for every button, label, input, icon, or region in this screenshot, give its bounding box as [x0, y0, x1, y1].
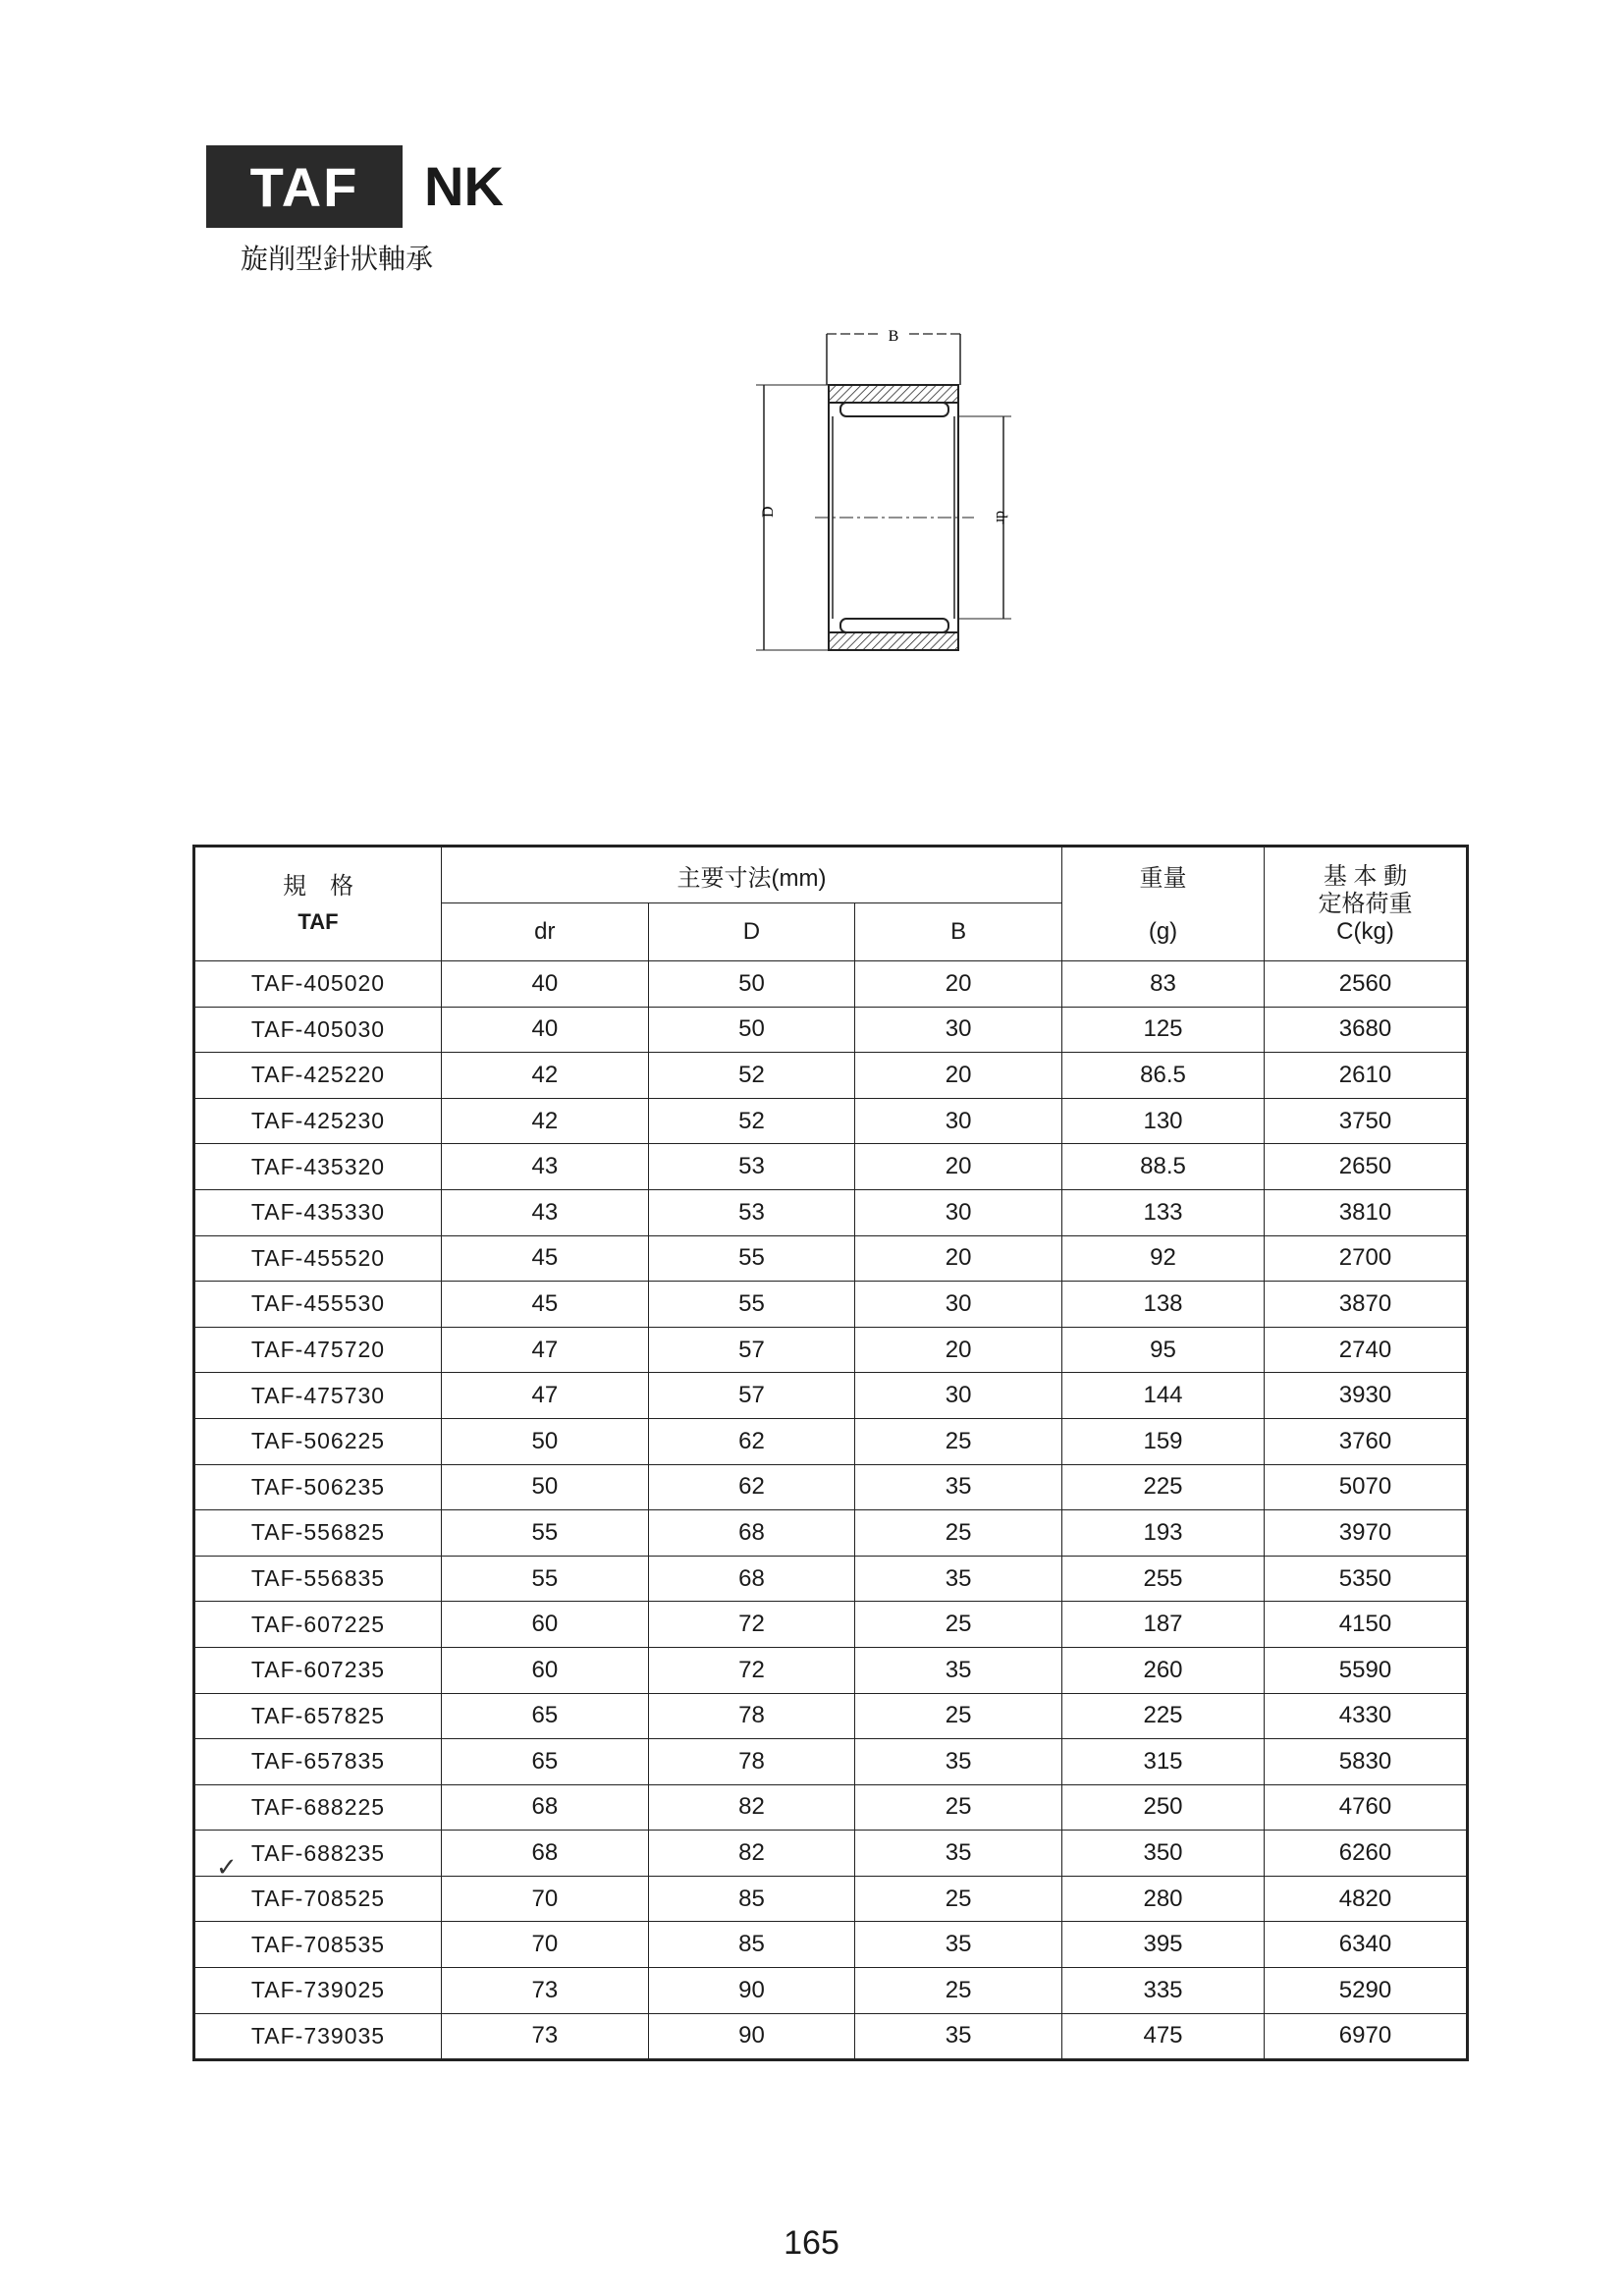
cell-load: 5830	[1265, 1739, 1468, 1785]
cell-weight: 159	[1062, 1418, 1265, 1464]
cell-D: 50	[648, 961, 855, 1008]
cell-dr: 45	[442, 1282, 649, 1328]
cell-dr: 40	[442, 1007, 649, 1053]
header-load-line1: 基 本 動	[1323, 862, 1408, 890]
cell-weight: 250	[1062, 1784, 1265, 1831]
cell-D: 78	[648, 1693, 855, 1739]
cell-D: 72	[648, 1602, 855, 1648]
cell-B: 35	[855, 1831, 1062, 1877]
cell-weight: 138	[1062, 1282, 1265, 1328]
cell-D: 62	[648, 1464, 855, 1510]
cell-load: 6970	[1265, 2013, 1468, 2060]
cell-load: 3760	[1265, 1418, 1468, 1464]
cell-weight: 395	[1062, 1922, 1265, 1968]
cell-dr: 60	[442, 1602, 649, 1648]
cell-model: TAF-556825	[194, 1510, 442, 1557]
cell-B: 25	[855, 1876, 1062, 1922]
table-row	[194, 1831, 1468, 1877]
cell-load: 5590	[1265, 1647, 1468, 1693]
cell-dr: 70	[442, 1922, 649, 1968]
cell-dr: 55	[442, 1556, 649, 1602]
label-D: D	[760, 506, 777, 518]
table-row	[194, 1784, 1468, 1831]
cell-load: 5350	[1265, 1556, 1468, 1602]
cell-load: 4760	[1265, 1784, 1468, 1831]
specification-table	[192, 845, 1469, 2061]
cell-model: TAF-475730	[194, 1373, 442, 1419]
cell-weight: 133	[1062, 1189, 1265, 1235]
cell-D: 57	[648, 1373, 855, 1419]
label-dr: dr	[993, 511, 1009, 524]
cell-load: 2560	[1265, 961, 1468, 1008]
table-row	[194, 1189, 1468, 1235]
cell-dr: 47	[442, 1327, 649, 1373]
table-row	[194, 961, 1468, 1008]
table-row	[194, 1235, 1468, 1282]
cell-B: 30	[855, 1098, 1062, 1144]
cell-load: 3930	[1265, 1373, 1468, 1419]
table-row	[194, 1327, 1468, 1373]
header-B: B	[855, 903, 1062, 961]
cell-D: 57	[648, 1327, 855, 1373]
cell-model: TAF-708525	[194, 1876, 442, 1922]
cell-model: TAF-556835	[194, 1556, 442, 1602]
cell-dr: 50	[442, 1418, 649, 1464]
cell-weight: 350	[1062, 1831, 1265, 1877]
cell-weight: 83	[1062, 961, 1265, 1008]
cell-weight: 86.5	[1062, 1053, 1265, 1099]
cell-dr: 42	[442, 1053, 649, 1099]
table-row	[194, 1282, 1468, 1328]
table-row	[194, 1647, 1468, 1693]
cell-dr: 43	[442, 1144, 649, 1190]
cell-model: TAF-425220	[194, 1053, 442, 1099]
cell-load: 6340	[1265, 1922, 1468, 1968]
cell-D: 55	[648, 1282, 855, 1328]
cell-B: 35	[855, 1647, 1062, 1693]
cell-B: 20	[855, 961, 1062, 1008]
header-D: D	[648, 903, 855, 961]
cell-model: TAF-607235	[194, 1647, 442, 1693]
cell-load: 3810	[1265, 1189, 1468, 1235]
table-row	[194, 1602, 1468, 1648]
brand-badge: TAF	[206, 145, 403, 228]
cell-D: 90	[648, 2013, 855, 2060]
cell-D: 52	[648, 1053, 855, 1099]
header-weight: 重量	[1062, 847, 1265, 903]
cell-weight: 335	[1062, 1968, 1265, 2014]
table-body	[194, 961, 1468, 2060]
cell-weight: 187	[1062, 1602, 1265, 1648]
header-dimensions: 主要寸法(mm)	[442, 847, 1062, 903]
header-weight-unit: (g)	[1062, 903, 1265, 961]
table-row	[194, 1556, 1468, 1602]
cell-D: 68	[648, 1556, 855, 1602]
cell-D: 68	[648, 1510, 855, 1557]
subtitle: 旋削型針狀軸承	[241, 243, 434, 275]
page-number: 165	[784, 2224, 839, 2262]
cell-B: 30	[855, 1189, 1062, 1235]
cell-D: 52	[648, 1098, 855, 1144]
check-mark: ✓	[216, 1853, 238, 1883]
cell-dr: 73	[442, 1968, 649, 2014]
cell-model: TAF-688235	[194, 1831, 442, 1877]
cell-model: TAF-455520	[194, 1235, 442, 1282]
cell-weight: 88.5	[1062, 1144, 1265, 1190]
cell-model: TAF-657835	[194, 1739, 442, 1785]
header-load-line3: C(kg)	[1336, 917, 1394, 945]
header-load-line2: 定格荷重	[1318, 890, 1413, 917]
cell-model: TAF-405020	[194, 961, 442, 1008]
cell-load: 3970	[1265, 1510, 1468, 1557]
cell-load: 5070	[1265, 1464, 1468, 1510]
cell-B: 35	[855, 1464, 1062, 1510]
cell-D: 53	[648, 1189, 855, 1235]
cell-weight: 260	[1062, 1647, 1265, 1693]
cell-model: TAF-475720	[194, 1327, 442, 1373]
cell-D: 85	[648, 1876, 855, 1922]
cell-model: TAF-506225	[194, 1418, 442, 1464]
cell-dr: 50	[442, 1464, 649, 1510]
cell-B: 35	[855, 1556, 1062, 1602]
cell-B: 25	[855, 1693, 1062, 1739]
cell-weight: 280	[1062, 1876, 1265, 1922]
cell-load: 4150	[1265, 1602, 1468, 1648]
cell-model: TAF-739025	[194, 1968, 442, 2014]
cell-B: 30	[855, 1007, 1062, 1053]
cell-dr: 40	[442, 961, 649, 1008]
cell-B: 25	[855, 1784, 1062, 1831]
cell-model: TAF-425230	[194, 1098, 442, 1144]
cell-D: 78	[648, 1739, 855, 1785]
cell-model: TAF-506235	[194, 1464, 442, 1510]
cell-B: 35	[855, 2013, 1062, 2060]
cell-load: 2610	[1265, 1053, 1468, 1099]
cell-dr: 55	[442, 1510, 649, 1557]
cell-B: 20	[855, 1235, 1062, 1282]
header-model	[194, 847, 442, 961]
cell-model: TAF-607225	[194, 1602, 442, 1648]
bearing-cross-section-diagram	[746, 316, 1041, 670]
cell-B: 20	[855, 1144, 1062, 1190]
cell-model: TAF-455530	[194, 1282, 442, 1328]
cell-weight: 144	[1062, 1373, 1265, 1419]
cell-model: TAF-688225	[194, 1784, 442, 1831]
cell-D: 85	[648, 1922, 855, 1968]
cell-D: 53	[648, 1144, 855, 1190]
header-model-sub: TAF	[298, 908, 339, 934]
cell-weight: 125	[1062, 1007, 1265, 1053]
table-row	[194, 1144, 1468, 1190]
cell-weight: 92	[1062, 1235, 1265, 1282]
cell-model: TAF-708535	[194, 1922, 442, 1968]
cell-weight: 95	[1062, 1327, 1265, 1373]
cell-model: TAF-435320	[194, 1144, 442, 1190]
cell-load: 2700	[1265, 1235, 1468, 1282]
cell-model: TAF-657825	[194, 1693, 442, 1739]
cell-load: 2650	[1265, 1144, 1468, 1190]
table-row	[194, 1922, 1468, 1968]
cell-D: 50	[648, 1007, 855, 1053]
cell-dr: 43	[442, 1189, 649, 1235]
table-row	[194, 1968, 1468, 2014]
cell-weight: 130	[1062, 1098, 1265, 1144]
cell-load: 3680	[1265, 1007, 1468, 1053]
cell-model: TAF-739035	[194, 2013, 442, 2060]
cell-B: 35	[855, 1739, 1062, 1785]
cell-dr: 65	[442, 1739, 649, 1785]
header-model-label: 規 格	[283, 872, 353, 900]
table-row	[194, 1510, 1468, 1557]
table-row	[194, 2013, 1468, 2060]
cell-B: 25	[855, 1418, 1062, 1464]
cell-load: 3870	[1265, 1282, 1468, 1328]
cell-dr: 73	[442, 2013, 649, 2060]
cell-B: 25	[855, 1968, 1062, 2014]
table-row	[194, 1098, 1468, 1144]
cell-B: 30	[855, 1373, 1062, 1419]
table-row	[194, 1007, 1468, 1053]
cell-load: 6260	[1265, 1831, 1468, 1877]
cell-load: 4820	[1265, 1876, 1468, 1922]
cell-load: 3750	[1265, 1098, 1468, 1144]
header-dr: dr	[442, 903, 649, 961]
cell-dr: 45	[442, 1235, 649, 1282]
cell-D: 82	[648, 1831, 855, 1877]
cell-dr: 42	[442, 1098, 649, 1144]
cell-dr: 47	[442, 1373, 649, 1419]
cell-weight: 255	[1062, 1556, 1265, 1602]
cell-weight: 315	[1062, 1739, 1265, 1785]
cell-dr: 70	[442, 1876, 649, 1922]
table-row	[194, 1739, 1468, 1785]
label-B: B	[888, 328, 899, 345]
table-row	[194, 1464, 1468, 1510]
header-load	[1265, 847, 1468, 961]
cell-weight: 225	[1062, 1693, 1265, 1739]
table-row	[194, 1876, 1468, 1922]
cell-dr: 68	[442, 1831, 649, 1877]
table-row	[194, 1053, 1468, 1099]
cell-D: 62	[648, 1418, 855, 1464]
cell-load: 2740	[1265, 1327, 1468, 1373]
cell-D: 55	[648, 1235, 855, 1282]
table-row	[194, 1693, 1468, 1739]
cell-model: TAF-435330	[194, 1189, 442, 1235]
cell-B: 30	[855, 1282, 1062, 1328]
cell-weight: 475	[1062, 2013, 1265, 2060]
cell-weight: 225	[1062, 1464, 1265, 1510]
cell-model: TAF-405030	[194, 1007, 442, 1053]
cell-B: 25	[855, 1510, 1062, 1557]
table-row	[194, 1373, 1468, 1419]
cell-D: 82	[648, 1784, 855, 1831]
cell-weight: 193	[1062, 1510, 1265, 1557]
cell-dr: 68	[442, 1784, 649, 1831]
cell-B: 25	[855, 1602, 1062, 1648]
cell-load: 5290	[1265, 1968, 1468, 2014]
series-title: NK	[424, 155, 504, 217]
cell-D: 72	[648, 1647, 855, 1693]
cell-load: 4330	[1265, 1693, 1468, 1739]
table-row	[194, 1418, 1468, 1464]
cell-B: 35	[855, 1922, 1062, 1968]
cell-dr: 60	[442, 1647, 649, 1693]
cell-B: 20	[855, 1327, 1062, 1373]
cell-dr: 65	[442, 1693, 649, 1739]
cell-D: 90	[648, 1968, 855, 2014]
cell-B: 20	[855, 1053, 1062, 1099]
